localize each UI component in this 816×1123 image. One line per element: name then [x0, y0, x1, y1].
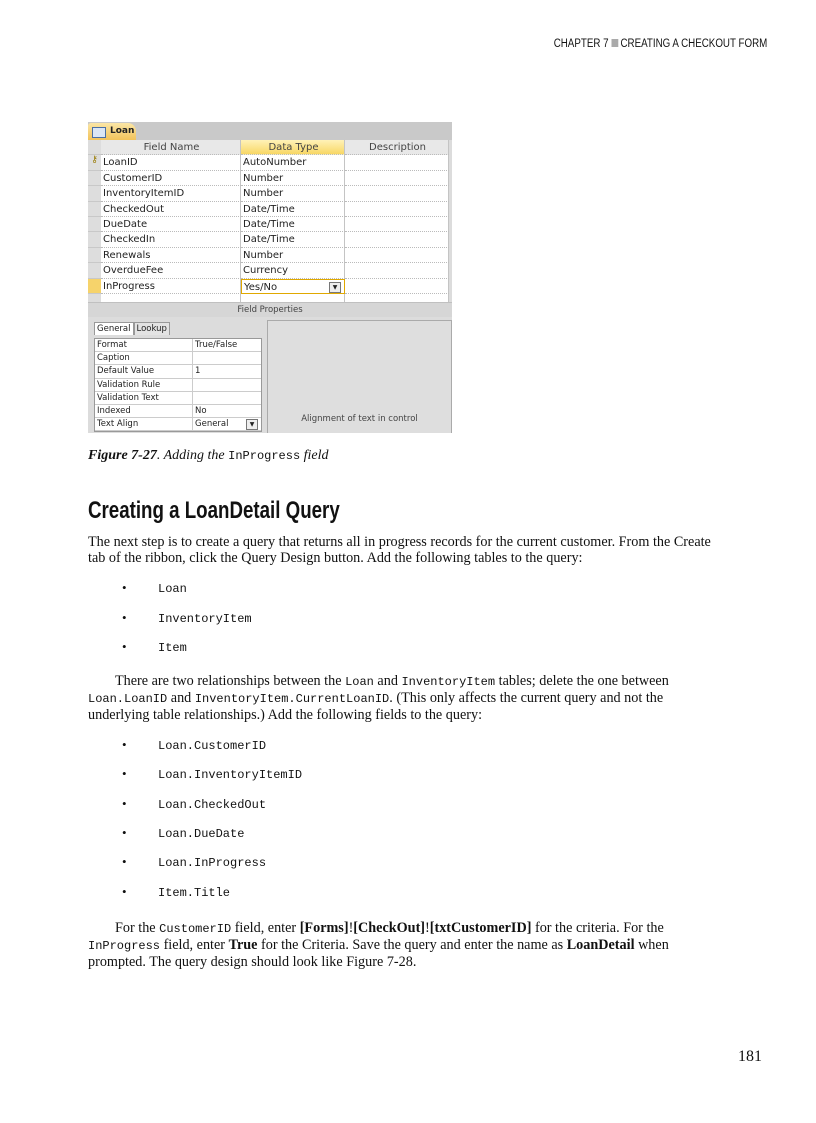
property-name: Validation Rule [95, 379, 193, 391]
list-item-text: Loan.CheckedOut [158, 797, 267, 812]
field-name-cell[interactable]: InProgress [101, 279, 241, 294]
table-row[interactable] [88, 279, 452, 294]
property-value[interactable] [193, 352, 261, 364]
property-row[interactable] [95, 418, 261, 431]
table-row[interactable] [88, 217, 452, 232]
t: and [373, 673, 402, 689]
list-item [122, 825, 244, 841]
separator-square-icon [611, 39, 618, 47]
table-row[interactable] [88, 155, 452, 170]
data-type-cell[interactable] [241, 263, 345, 278]
t: ! [348, 920, 354, 936]
property-row[interactable] [95, 339, 261, 352]
t: tables; delete the one between [495, 673, 669, 689]
data-type-cell[interactable] [241, 248, 345, 263]
list-item-text: Loan.InProgress [158, 856, 267, 871]
t: for the criteria. For the [531, 920, 664, 936]
bold: [CheckOut] [353, 920, 426, 936]
bold: [Forms] [299, 920, 349, 936]
description-cell[interactable] [345, 263, 449, 278]
list-item-text: Loan [158, 582, 187, 596]
property-name: Caption [95, 352, 193, 364]
data-type-value: Date/Time [243, 234, 295, 246]
data-type-value: Yes/No [244, 281, 278, 293]
data-type-value: Date/Time [243, 203, 295, 215]
description-cell[interactable] [345, 217, 449, 232]
property-row[interactable] [95, 365, 261, 378]
description-cell[interactable] [345, 279, 449, 294]
field-name-cell[interactable]: InventoryItemID [101, 186, 241, 201]
property-value[interactable] [193, 339, 261, 351]
bold: [txtCustomerID] [429, 920, 532, 936]
dropdown-arrow-icon[interactable]: ▼ [329, 282, 341, 293]
row-selector[interactable] [88, 202, 101, 217]
data-type-cell[interactable] [241, 202, 345, 217]
table-row[interactable] [88, 186, 452, 201]
t: For the [115, 920, 160, 936]
help-panel [267, 320, 452, 433]
list-item [122, 639, 187, 655]
caption-text: field [300, 448, 329, 463]
property-value-text: True/False [195, 340, 238, 350]
figure-caption [88, 448, 329, 464]
t: . (This only affects the current query and not the underlying table relationships.) Add the following fields to the query: [88, 690, 664, 723]
data-type-cell[interactable] [241, 279, 345, 294]
row-selector[interactable] [88, 186, 101, 201]
list-item-text: Loan.CustomerID [158, 739, 267, 753]
data-type-cell[interactable] [241, 155, 345, 170]
caption-number: Figure 7-27 [88, 448, 157, 463]
t: for the Criteria. Save the query and enter the name as [257, 937, 567, 953]
field-properties-label: Field Properties [88, 302, 452, 317]
tab-lookup[interactable]: Lookup [134, 322, 170, 335]
data-type-cell[interactable] [241, 186, 345, 201]
property-row[interactable] [95, 392, 261, 405]
t: field, enter [160, 937, 229, 953]
description-cell[interactable] [345, 248, 449, 263]
field-name-cell[interactable]: CustomerID [101, 171, 241, 186]
bullet-icon: • [122, 737, 127, 752]
paragraph [88, 673, 728, 723]
field-name-cell[interactable]: OverdueFee [101, 263, 241, 278]
bold: True [228, 937, 258, 953]
bullet-icon: • [122, 795, 127, 811]
property-value[interactable] [193, 379, 261, 391]
dropdown-arrow-icon[interactable]: ▼ [246, 419, 258, 430]
description-cell[interactable] [345, 202, 449, 217]
data-type-cell[interactable] [241, 171, 345, 186]
t: when prompted. The query design should look like Figure 7-28. [88, 937, 669, 970]
property-value-text: General [195, 419, 229, 430]
paragraph: The next step is to create a query that returns all in progress records for the current customer. From the Create tab of the ribbon, click the Query Design button. Add the following tables to the query: [88, 534, 711, 566]
list-item-text: Loan.DueDate [158, 826, 245, 841]
property-tabs [94, 322, 170, 335]
document-tab-bar [88, 122, 452, 140]
bullet-icon: • [122, 824, 127, 840]
page-number: 181 [738, 1048, 762, 1065]
list-item [122, 580, 187, 596]
data-type-value: Number [243, 172, 284, 184]
code: InventoryItem [401, 675, 496, 689]
table-row[interactable] [88, 171, 452, 186]
table-row[interactable] [88, 232, 452, 247]
property-name: Format [95, 339, 193, 351]
col-field-name: Field Name [101, 140, 241, 155]
code: Loan.LoanID [88, 692, 168, 706]
property-value-text: 1 [195, 366, 201, 377]
help-text: Alignment of text in control [301, 414, 418, 424]
bullet-icon: • [122, 766, 127, 782]
col-description: Description [345, 140, 449, 155]
table-row[interactable] [88, 202, 452, 217]
property-row[interactable] [95, 379, 261, 392]
description-cell[interactable] [345, 186, 449, 201]
description-cell[interactable] [345, 171, 449, 186]
code: InProgress [88, 939, 161, 953]
row-selector[interactable] [88, 248, 101, 263]
property-value[interactable] [193, 405, 261, 417]
list-item-text: Loan.InventoryItemID [158, 768, 303, 783]
bold: LoanDetail [566, 937, 635, 953]
table-row[interactable] [88, 248, 452, 263]
chapter-label: CHAPTER 7 [553, 38, 609, 50]
row-selector[interactable] [88, 263, 101, 278]
property-name: Indexed [95, 405, 193, 417]
list-item [122, 610, 252, 626]
tab-loan[interactable] [88, 123, 136, 140]
row-selector[interactable] [88, 171, 101, 186]
data-type-value: Number [243, 249, 284, 261]
list-item [122, 766, 302, 782]
t: There are two relationships between the [115, 673, 346, 689]
row-selector [88, 140, 101, 155]
figure-table-design [88, 122, 452, 433]
table-row[interactable] [88, 263, 452, 278]
t: and [167, 690, 195, 706]
data-type-value: Currency [243, 265, 289, 277]
code: InventoryItem.CurrentLoanID [194, 692, 390, 706]
property-name: Default Value [95, 365, 193, 377]
data-type-value: AutoNumber [243, 157, 307, 169]
data-type-cell[interactable] [241, 232, 345, 247]
field-name-cell[interactable]: CheckedOut [101, 202, 241, 217]
property-value[interactable] [193, 365, 261, 377]
description-cell[interactable] [345, 155, 449, 170]
bullet-icon: • [122, 883, 127, 899]
description-cell[interactable] [345, 232, 449, 247]
bullet-icon: • [122, 639, 127, 654]
tab-general[interactable]: General [94, 322, 134, 335]
list-item-text: InventoryItem [158, 611, 252, 626]
property-value[interactable] [193, 392, 261, 404]
property-name: Validation Text [95, 392, 193, 404]
caption-code: InProgress [228, 449, 301, 463]
t: field, enter [231, 920, 300, 936]
data-type-value: Date/Time [243, 218, 295, 230]
row-selector[interactable] [88, 232, 101, 247]
table-icon [92, 127, 106, 138]
list-item [122, 737, 266, 753]
bullet-icon: • [122, 580, 127, 595]
bullet-icon: • [122, 609, 127, 625]
list-item-text: Item [158, 641, 187, 655]
bullet-icon: • [122, 854, 127, 870]
property-row[interactable] [95, 405, 261, 418]
list-item [122, 854, 266, 870]
field-name-cell[interactable]: LoanID [101, 155, 241, 170]
code: Loan [345, 675, 374, 689]
caption-text: . Adding the [156, 448, 229, 463]
list-item [122, 796, 266, 812]
row-selector[interactable] [88, 279, 101, 294]
t: ! [425, 920, 430, 936]
property-sheet [94, 338, 262, 432]
section-heading: Creating a LoanDetail Query [88, 497, 340, 524]
primary-key-icon[interactable]: ⚷ [88, 155, 101, 170]
grid-header [88, 140, 452, 155]
list-item-text: Item.Title [158, 885, 231, 900]
running-header [553, 38, 767, 50]
paragraph [88, 920, 728, 970]
property-value-text: No [195, 405, 207, 416]
property-row[interactable] [95, 352, 261, 365]
field-name-cell[interactable]: DueDate [101, 217, 241, 232]
field-name-cell[interactable]: Renewals [101, 248, 241, 263]
row-selector[interactable] [88, 217, 101, 232]
property-value[interactable] [193, 418, 261, 430]
data-type-value: Number [243, 188, 284, 200]
col-data-type: Data Type [241, 140, 345, 155]
list-item [122, 884, 230, 900]
field-name-cell[interactable]: CheckedIn [101, 232, 241, 247]
code: CustomerID [159, 922, 232, 936]
tab-label: Loan [110, 126, 135, 136]
field-grid [88, 140, 452, 309]
data-type-cell[interactable] [241, 217, 345, 232]
chapter-title: CREATING A CHECKOUT FORM [620, 38, 767, 50]
property-name: Text Align [95, 418, 193, 430]
